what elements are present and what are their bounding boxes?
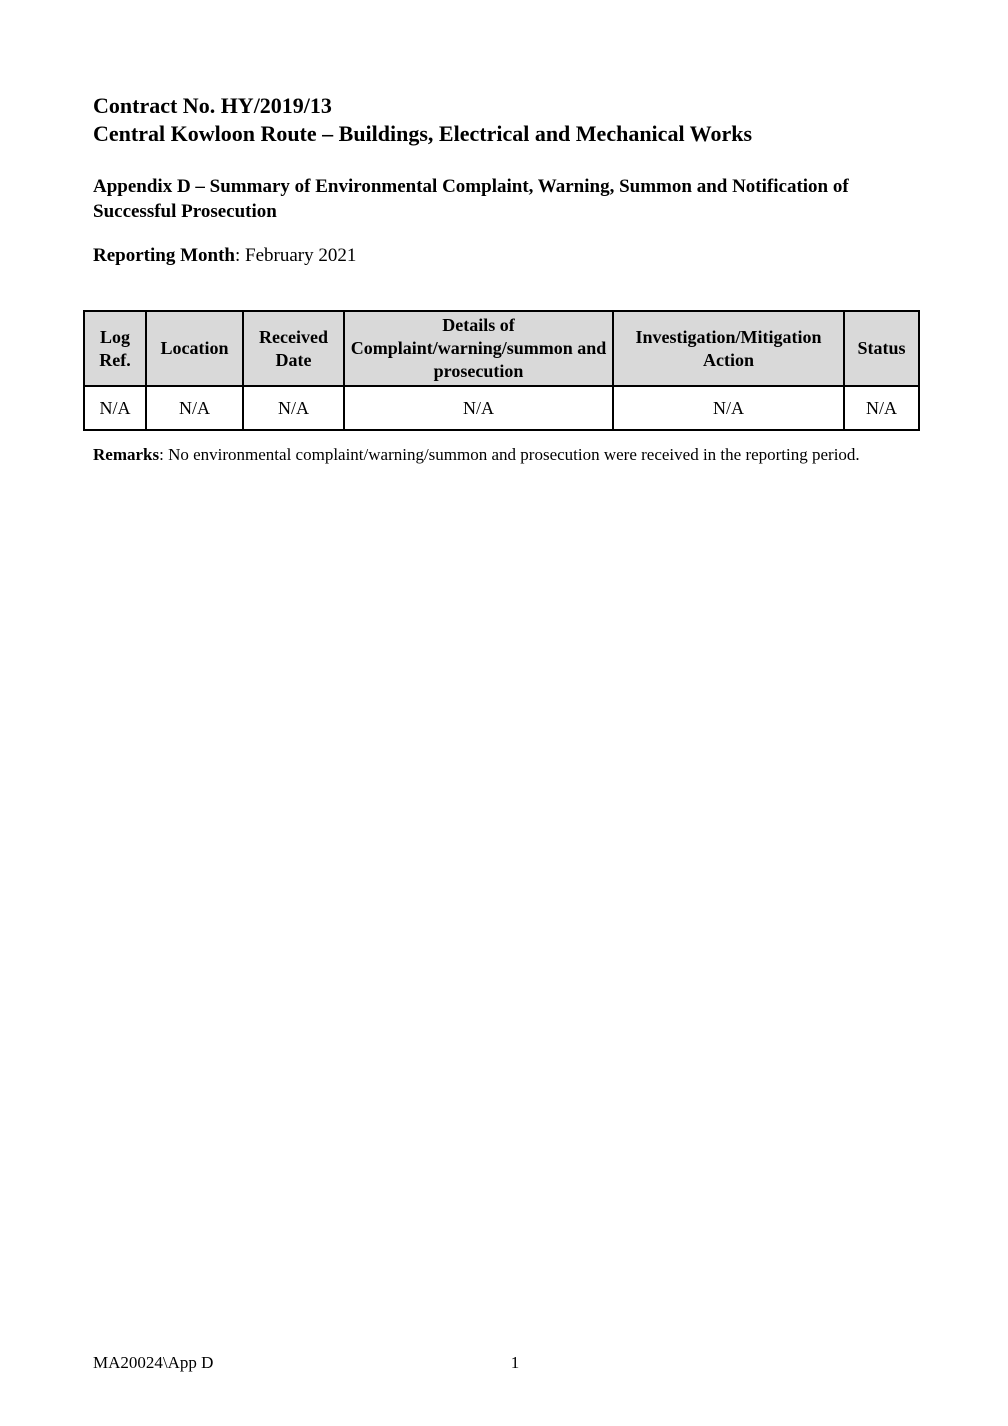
footer-page-number: 1 bbox=[510, 1353, 520, 1372]
remarks-label: Remarks bbox=[93, 445, 160, 464]
remarks-text: : No environmental complaint/warning/summon and prosecution were received in the reporting period. bbox=[159, 445, 860, 464]
cell-received-date: N/A bbox=[243, 386, 344, 430]
table-row bbox=[84, 386, 919, 430]
header-status: Status bbox=[844, 311, 919, 386]
remarks-line bbox=[93, 444, 923, 466]
header-investigation-mitigation: Investigation/Mitigation Action bbox=[613, 311, 844, 386]
header-location: Location bbox=[146, 311, 243, 386]
cell-status: N/A bbox=[844, 386, 919, 430]
cell-location: N/A bbox=[146, 386, 243, 430]
header-log-ref: Log Ref. bbox=[84, 311, 146, 386]
document-title bbox=[93, 92, 752, 148]
contract-name-line: Central Kowloon Route – Buildings, Electrical and Mechanical Works bbox=[93, 121, 753, 146]
appendix-heading-line2: Successful Prosecution bbox=[93, 201, 277, 222]
header-received-date: Received Date bbox=[243, 311, 344, 386]
cell-investigation-mitigation: N/A bbox=[613, 386, 844, 430]
environmental-complaint-summary-table bbox=[83, 310, 920, 431]
appendix-heading bbox=[93, 174, 923, 224]
header-details: Details of Complaint/warning/summon and prosecution bbox=[344, 311, 613, 386]
reporting-month-label: Reporting Month bbox=[93, 245, 235, 266]
cell-details: N/A bbox=[344, 386, 613, 430]
reporting-month-value: : February 2021 bbox=[234, 245, 357, 266]
reporting-month-line bbox=[93, 244, 356, 268]
contract-number-line: Contract No. HY/2019/13 bbox=[93, 93, 332, 118]
appendix-heading-line1: Appendix D – Summary of Environmental Complaint, Warning, Summon and Notification of bbox=[93, 176, 849, 197]
footer-document-reference: MA20024\App D bbox=[93, 1353, 214, 1372]
table-header-row bbox=[84, 311, 919, 386]
cell-log-ref: N/A bbox=[84, 386, 146, 430]
